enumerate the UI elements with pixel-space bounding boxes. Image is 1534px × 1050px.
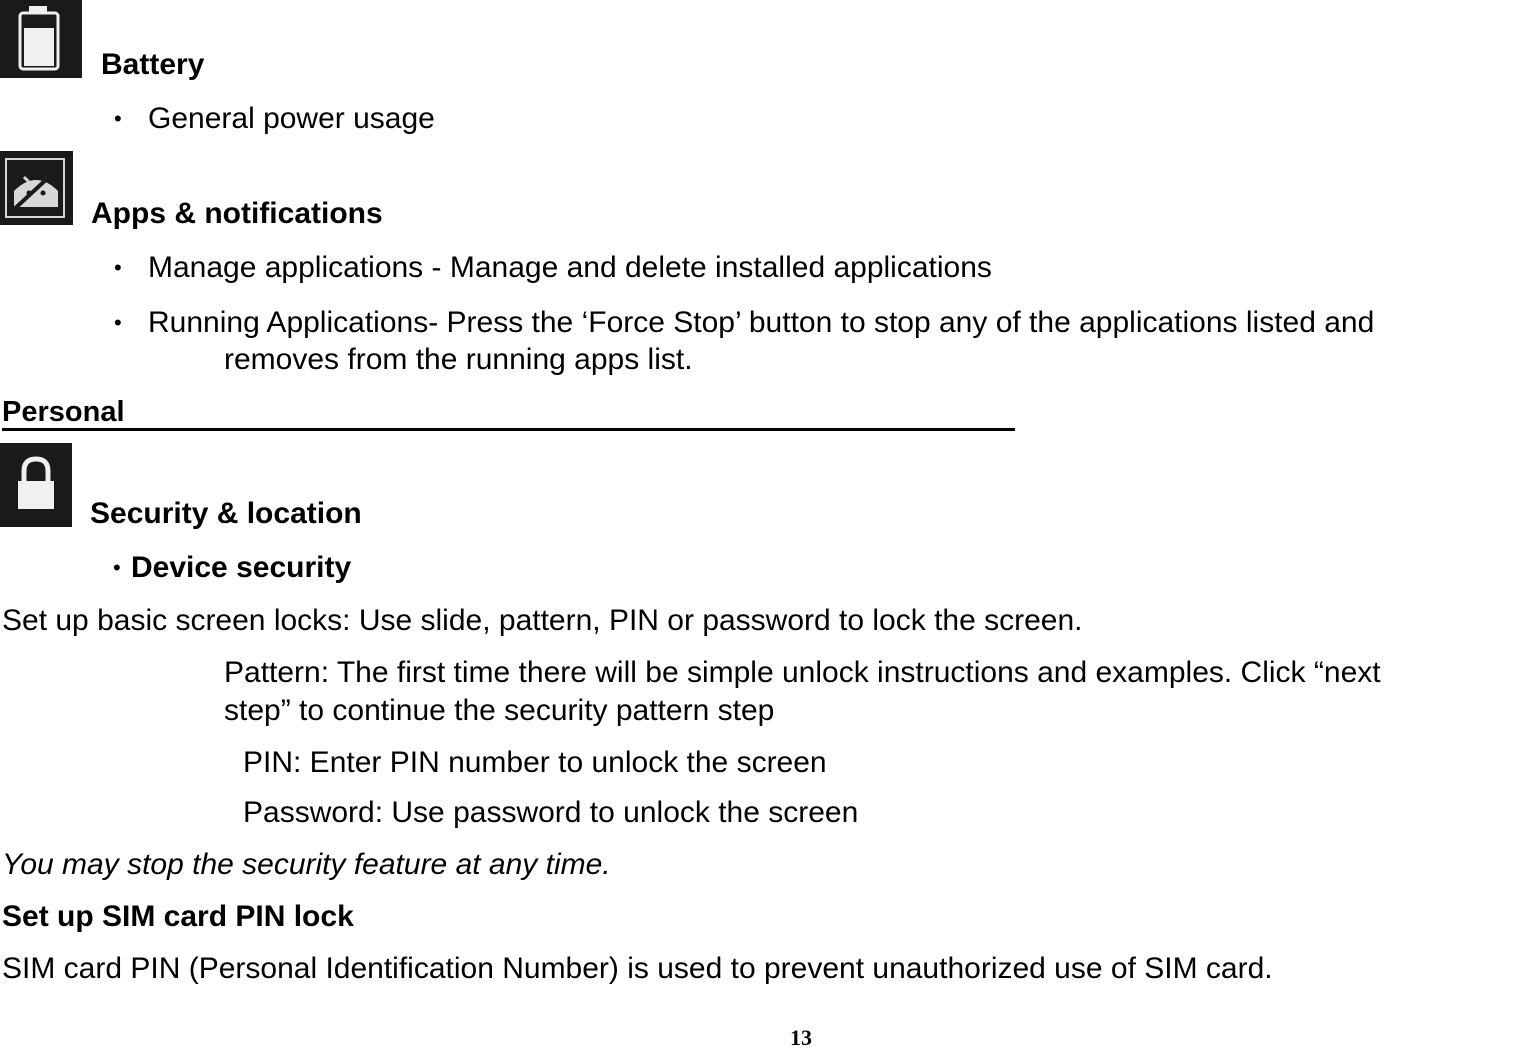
security-password: Password: Use password to unlock the screen: [243, 796, 859, 829]
security-title: Security & location: [90, 497, 362, 530]
security-pattern-line2: step” to continue the security pattern step: [224, 694, 775, 727]
android-apps-icon: [0, 151, 73, 225]
page-number: 13: [790, 1025, 812, 1050]
apps-title: Apps & notifications: [91, 197, 383, 230]
sim-text: SIM card PIN (Personal Identification Number) is used to prevent unauthorized use of SIM card.: [2, 952, 1273, 985]
battery-icon: [0, 0, 82, 78]
bullet-icon: •: [114, 255, 122, 280]
security-subheading: Device security: [131, 551, 352, 584]
personal-underline: [2, 428, 1015, 431]
apps-item-manage: Manage applications - Manage and delete installed applications: [148, 251, 992, 284]
battery-title: Battery: [101, 48, 205, 81]
apps-item-running-cont: removes from the running apps list.: [224, 343, 693, 376]
sim-heading: Set up SIM card PIN lock: [2, 900, 354, 933]
bullet-icon: •: [114, 310, 122, 335]
security-intro: Set up basic screen locks: Use slide, pattern, PIN or password to lock the screen.: [2, 604, 1083, 637]
security-pattern-line1: Pattern: The first time there will be simple unlock instructions and examples. Click “next: [224, 656, 1381, 689]
apps-item-running: Running Applications- Press the ‘Force Stop’ button to stop any of the applications listed and: [148, 306, 1375, 339]
security-note: You may stop the security feature at any time.: [2, 848, 611, 881]
personal-heading: Personal: [2, 396, 125, 428]
battery-item-general-power: General power usage: [148, 102, 435, 135]
lock-icon: [0, 443, 72, 527]
bullet-icon: •: [114, 106, 122, 131]
bullet-icon: •: [113, 555, 121, 580]
security-pin: PIN: Enter PIN number to unlock the screen: [243, 746, 827, 779]
